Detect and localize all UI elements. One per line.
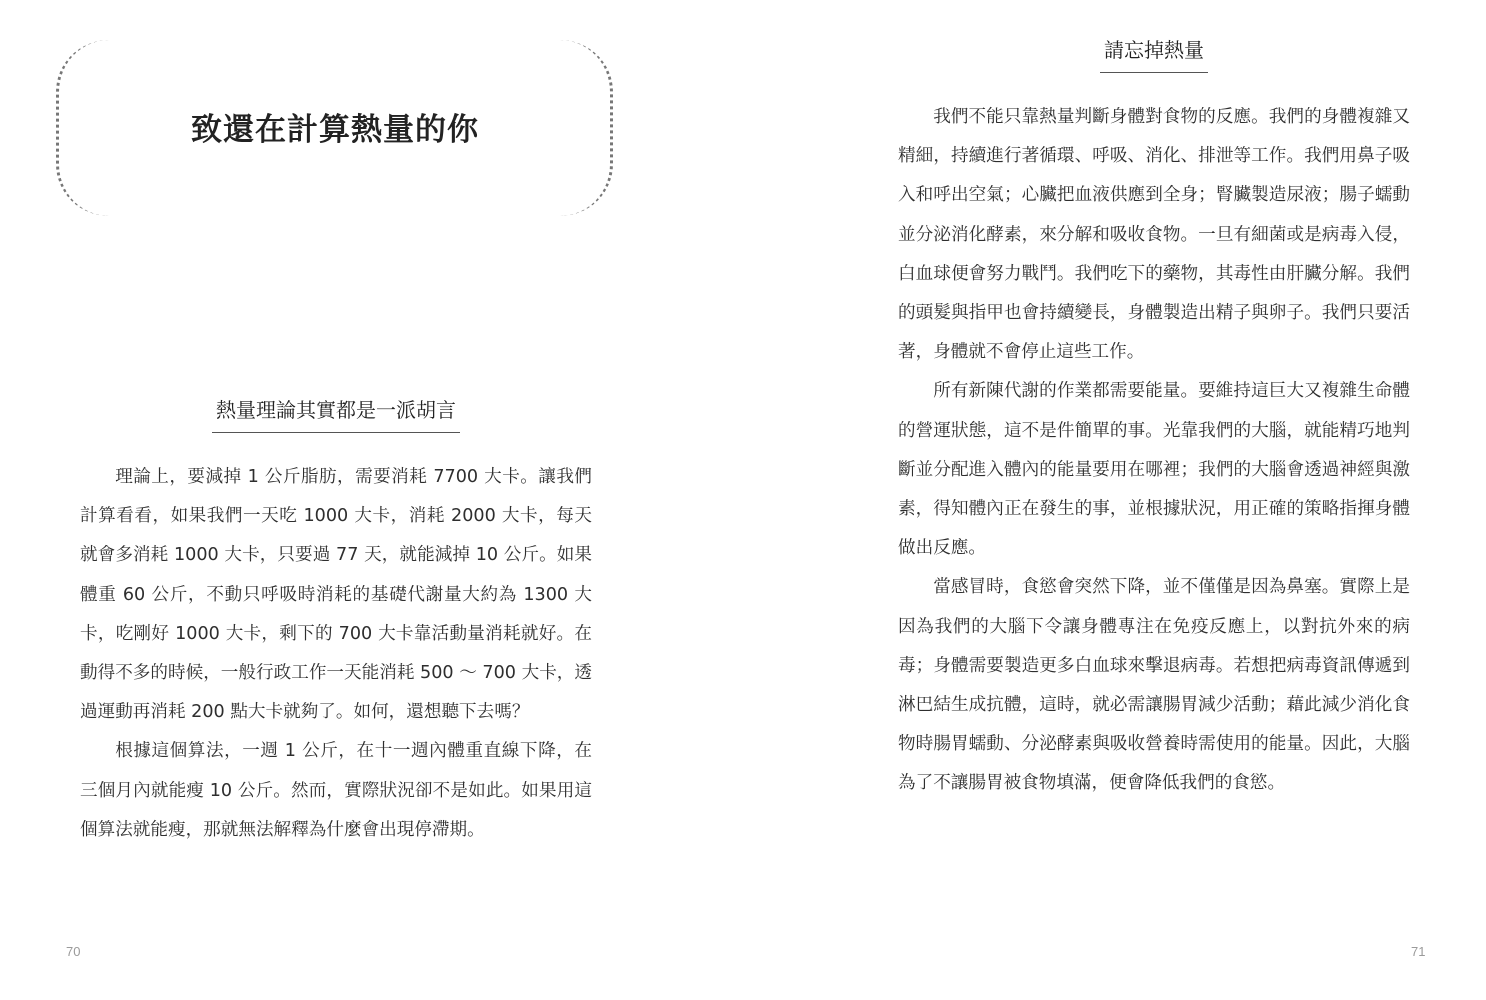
paragraph: 理論上，要減掉 1 公斤脂肪，需要消耗 7700 大卡。讓我們計算看看，如果我們一天吃 1000 大卡，消耗 2000 大卡，每天就會多消耗 1000 大卡，只要過 77 天，就能減掉 10 公斤。如果體重 60 公斤，不動只呼吸時消耗的基礎代謝量大約為 1300 大卡，吃剛好 1000 大卡，剩下的 700 大卡靠活動量消耗就好。在動得不多的時候，一般行政工作一天能消耗 500 ～ 700 大卡，透過運動再消耗 200 點大卡就夠了。如何，還想聽下去嗎？	[80, 467, 592, 723]
section-heading: 熱量理論其實都是一派胡言	[212, 398, 460, 433]
dotted-arc-right	[560, 40, 613, 216]
chapter-title: 致還在計算熱量的你	[191, 112, 479, 148]
dotted-arc-left	[56, 40, 109, 216]
body-text	[80, 458, 592, 850]
section-heading-wrap	[898, 38, 1410, 73]
page-number: 70	[66, 944, 81, 959]
paragraph: 根據這個算法，一週 1 公斤，在十一週內體重直線下降，在三個月內就能瘦 10 公斤。然而，實際狀況卻不是如此。如果用這個算法就能瘦，那就無法解釋為什麼會出現停滯期。	[80, 741, 592, 840]
page-number: 71	[1411, 944, 1426, 959]
paragraph: 當感冒時，食慾會突然下降，並不僅僅是因為鼻塞。實際上是因為我們的大腦下令讓身體專注在免疫反應上，以對抗外來的病毒；身體需要製造更多白血球來擊退病毒。若想把病毒資訊傳遞到淋巴結生成抗體，這時，就必需讓腸胃減少活動；藉此減少消化食物時腸胃蠕動、分泌酵素與吸收營養時需使用的能量。因此，大腦為了不讓腸胃被食物填滿，便會降低我們的食慾。	[898, 577, 1410, 794]
section-heading-wrap	[80, 398, 592, 433]
body-text	[898, 98, 1410, 804]
paragraph: 所有新陳代謝的作業都需要能量。要維持這巨大又複雜生命體的營運狀態，這不是件簡單的事。光靠我們的大腦，就能精巧地判斷並分配進入體內的能量要用在哪裡；我們的大腦會透過神經與激素，得知體內正在發生的事，並根據狀況，用正確的策略指揮身體做出反應。	[898, 381, 1410, 559]
right-page	[743, 0, 1486, 1000]
section-heading: 請忘掉熱量	[1100, 38, 1208, 73]
paragraph: 我們不能只靠熱量判斷身體對食物的反應。我們的身體複雜又精細，持續進行著循環、呼吸、消化、排泄等工作。我們用鼻子吸入和呼出空氣；心臟把血液供應到全身；腎臟製造尿液；腸子蠕動並分泌消化酵素，來分解和吸收食物。一旦有細菌或是病毒入侵，白血球便會努力戰鬥。我們吃下的藥物，其毒性由肝臟分解。我們的頭髮與指甲也會持續變長，身體製造出精子與卵子。我們只要活著，身體就不會停止這些工作。	[898, 107, 1410, 363]
